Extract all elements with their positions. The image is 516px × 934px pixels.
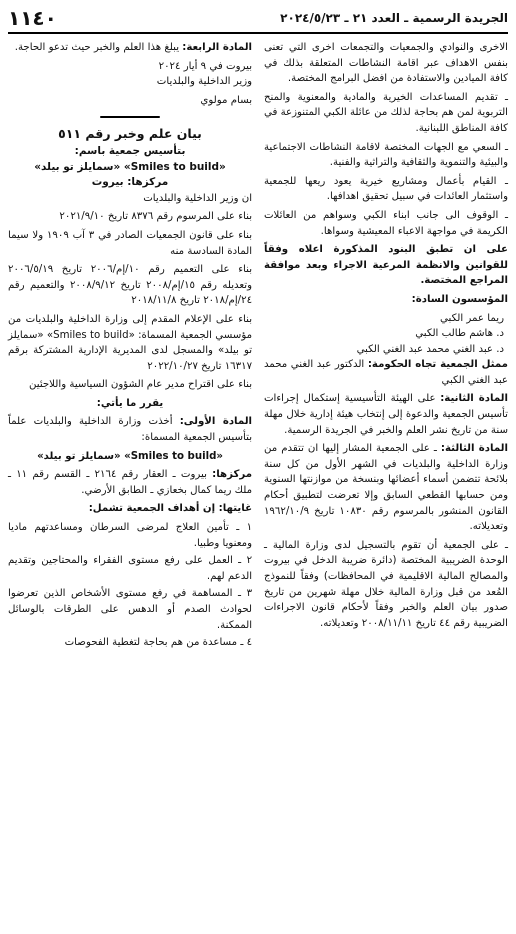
goal-item: ٤ ـ مساعدة من هم بحاجة لتغطية الفحوصات: [64, 637, 253, 649]
article-2-text: على الهيئة التأسيسية إستكمال إجراءات تأسيس الجمعية والدعوة إلى إنتخاب هيئة إدارية خلال مهلة سنة من تاريخ نشر العلم والخبر في الجريدة الرسمية.: [263, 393, 508, 436]
page-number: ١١٤٠: [8, 6, 57, 30]
notice-center: مركزها: بيروت: [91, 176, 169, 189]
article-3-label: المادة الثالثة:: [440, 443, 508, 455]
gazette-title: الجريدة الرسمية ـ العدد ٢١ ـ ٢٠٢٤/٥/٢٣: [280, 11, 508, 25]
column-gutter: [252, 40, 264, 653]
headquarters-label: مركزها:: [212, 469, 253, 481]
goals-label: غايتها: إن أهداف الجمعية تشمل:: [88, 503, 253, 515]
paragraph: ـ السعي مع الجهات المختصة لاقامة النشاطات الاجتماعية والبيئية والتنموية والثقافية والتراثية والفنية.: [263, 141, 508, 169]
article-2-label: المادة الثانية:: [440, 393, 508, 405]
article-1: [8, 414, 252, 445]
association-name: «Smiles to build» «سمايلز تو بيلد»: [37, 450, 223, 462]
tax-paragraph: ـ على الجمعية أن تقوم بالتسجيل لدى وزارة المالية ـ الوحدة الضريبية المختصة (دائرة ضريبة الدخل في بيروت والمصالح المالية الاقليمية في المحافظات) وفقاً للنموذج المُعد من قبل وزارة المالية خلال مهلة شهرين من تاريخ صدور بيان العلم والخبر وفقاً لأحكام قانون الاجراءات الضريبية رقم ٤٤ تاريخ ٢٠٠٨/١١/١١ وتعديلاته.: [263, 539, 508, 629]
goal-item: ٣ ـ المساهمة في رفع مستوى الأشخاص الذين تعرضوا لحوادث الصدم أو الدهس على الطرقات بالوسائل الممكنة.: [8, 588, 253, 631]
from-line: ان وزير الداخلية والبلديات: [143, 192, 253, 204]
founder-name: د. هاشم طالب الكبي: [415, 328, 504, 340]
notice-title: بيان علم وخبر رقم ٥١١: [58, 126, 202, 142]
basis-3: بناء على التعميم رقم ١٠/إم/٢٠٠٦ تاريخ ٢٠٠٦/٥/١٩ وتعديله رقم ١٥/إم/٢٠٠٨ تاريخ ٢٠٠٨/٩/١٢ والتعميم رقم ٢٤/إم/٢٠١٨ تاريخ ٢٠١٨/١١/٨: [8, 264, 253, 307]
conditions-paragraph: على ان تطبق البنود المذكورة اعلاه وفقاً للقوانين والانظمة المرعية الاجراء وبعد موافقة المراجع المختصة.: [263, 244, 508, 287]
section-divider: [100, 116, 160, 118]
article-3: [264, 441, 508, 535]
article-4-text: يبلغ هذا العلم والخبر حيث تدعو الحاجة.: [14, 42, 183, 53]
representative: [264, 357, 508, 388]
headquarters-text: بيروت ـ العقار رقم ٢١٦٤ ـ القسم رقم ١١ ـ ملك ريما كمال بخعازي ـ الطابق الأرضي.: [8, 469, 253, 496]
founder-name: ريما عمر الكبي: [440, 312, 504, 324]
article-4: [8, 40, 252, 56]
notice-subtitle-2: «Smiles to build» «سمايلز تو بيلد»: [34, 160, 226, 173]
article-4-label: المادة الرابعة:: [182, 42, 253, 53]
basis-4: بناء على الإعلام المقدم إلى وزارة الداخلية والبلديات من مؤسسي الجمعية المسماة: «Smiles to build» «سمايلز تو بيلد» والمسجل لدى المديرية الإدارية المشتركة برقم ١٦٣١٧ تاريخ ٢٠٢٢/١٠/٢٧: [8, 313, 253, 372]
founders-list: [264, 311, 508, 358]
article-1-label: المادة الأولى:: [179, 416, 253, 428]
decides-line: يقرر ما يأتي:: [96, 397, 164, 409]
header-rule: [8, 32, 508, 34]
article-3-text: ـ على الجمعية المشار إليها ان تتقدم من وزارة الداخلية والبلديات في الشهر الأول من كل سنة بلائحة تتضمن أسماء أعضائها وبنسخة من موازنتها السنوية ومن حسابها القطعي السابق وإلا تعرضت لتطبيق أحكام القانون المنشور بالمرسوم رقم ١٠٨٣٠ تاريخ ١٩٦٢/١٠/٩ وتعديلاته.: [263, 443, 508, 533]
goal-item: ١ ـ تأمين العلاج لمرضى السرطان ومساعدتهم ماديا ومعنويا وطبيا.: [8, 522, 253, 549]
representative-text: الدكتور عبد الغني محمد عبد الغني الكبي: [263, 359, 508, 386]
place-date: بيروت في ٩ أيار ٢٠٢٤: [158, 60, 253, 72]
article-1-text: أخذت وزارة الداخلية والبلديات علماً بتأسيس الجمعية المسماة:: [8, 416, 253, 444]
paragraph: ـ تقديم المساعدات الخيرية والمادية والمعنوية والمنح التربوية لمن هم بحاجة لذلك من عائلة الكبي المتنوزعة في كافة المناطق اللبنانية.: [263, 91, 508, 134]
paragraph: ـ الوقوف الى جانب ابناء الكبي وسواهم من العائلات الكريمة في مواجهة الاعباء المعيشية وسواها.: [263, 209, 508, 237]
representative-label: ممثل الجمعية تجاه الحكومة:: [367, 359, 508, 371]
headquarters: [8, 467, 252, 498]
basis-2: بناء على قانون الجمعيات الصادر في ٣ آب ١٩٠٩ ولا سيما المادة السادسة منه: [8, 229, 253, 257]
goal-item: ٢ ـ العمل على رفع مستوى الفقراء والمحتاجين وتقديم الدعم لهم.: [8, 555, 253, 582]
left-column: [8, 40, 252, 653]
page-header: [8, 6, 508, 30]
minister-title: وزير الداخلية والبلديات: [156, 76, 253, 88]
paragraph: الاخرى والنوادي والجمعيات والتجمعات اخرى التي تعنى بنفس الاهداف عبر اقامة النشاطات المتعلقة بذلك في كافة الميادين والاستفادة من افضل البرامج المختصة.: [263, 42, 508, 85]
founder-name: د. عبد الغني محمد عبد الغني الكبي: [356, 343, 504, 355]
basis-1: بناء على المرسوم رقم ٨٣٧٦ تاريخ ٢٠٢١/٩/١٠: [59, 211, 253, 223]
notice-subtitle-1: بتأسيس جمعية باسم:: [74, 144, 186, 157]
paragraph: ـ القيام بأعمال ومشاريع خيرية يعود ريعها للجمعية واستثمار العائدات في سبيل تحقيق اهدافها.: [263, 175, 508, 203]
right-column: [264, 40, 508, 653]
basis-5: بناء على اقتراح مدير عام الشؤون السياسية واللاجئين: [28, 379, 253, 391]
columns: [8, 40, 508, 653]
goals-list: [8, 520, 252, 651]
article-2: [264, 391, 508, 438]
minister-name: بسام مولوي: [200, 94, 253, 106]
founders-label: المؤسسون السادة:: [411, 293, 508, 305]
